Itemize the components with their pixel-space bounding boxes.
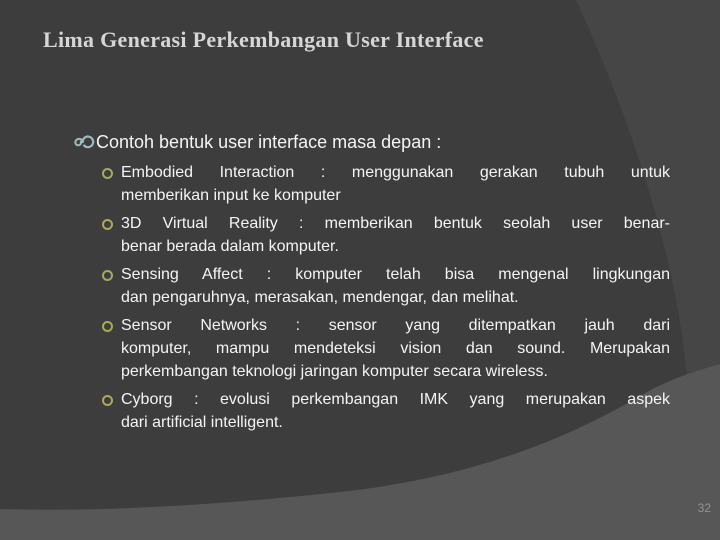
list-item-line: memberikan input ke komputer bbox=[121, 187, 341, 204]
list-item-line: 3D Virtual Reality : memberikan bentuk seolah user benar- bbox=[121, 215, 670, 232]
list-item bbox=[60, 263, 670, 309]
ring-bullet-icon bbox=[102, 395, 113, 406]
bullet-list bbox=[60, 161, 670, 434]
list-item-line: Cyborg : evolusi perkembangan IMK yang merupakan aspek bbox=[121, 391, 670, 408]
list-item-line: Sensing Affect : komputer telah bisa mengenal lingkungan bbox=[121, 266, 670, 283]
slide-page-number: 32 bbox=[697, 501, 711, 515]
list-item-line: benar berada dalam komputer. bbox=[121, 238, 339, 255]
ring-bullet-icon bbox=[102, 219, 113, 230]
list-item bbox=[60, 388, 670, 434]
list-item-line: Sensor Networks : sensor yang ditempatkan jauh dari bbox=[121, 317, 670, 334]
slide-title: Lima Generasi Perkembangan User Interface bbox=[43, 27, 484, 52]
list-heading: Contoh bentuk user interface masa depan : bbox=[96, 132, 442, 152]
list-item bbox=[60, 212, 670, 258]
list-item-line: dari artificial intelligent. bbox=[121, 414, 283, 431]
list-item-line: perkembangan teknologi jaringan komputer secara wireless. bbox=[121, 363, 548, 380]
slide-body bbox=[60, 130, 670, 439]
ring-bullet-icon bbox=[102, 270, 113, 281]
ornament-swirl-bullet-icon bbox=[73, 133, 96, 152]
list-item bbox=[60, 161, 670, 207]
list-item bbox=[60, 314, 670, 383]
ring-bullet-icon bbox=[102, 168, 113, 179]
ring-bullet-icon bbox=[102, 321, 113, 332]
list-item-line: dan pengaruhnya, merasakan, mendengar, dan melihat. bbox=[121, 289, 519, 306]
list-item-line: komputer, mampu mendeteksi vision dan sound. Merupakan bbox=[121, 340, 670, 357]
list-item-line: Embodied Interaction : menggunakan gerakan tubuh untuk bbox=[121, 164, 670, 181]
list-heading-row bbox=[73, 130, 670, 155]
